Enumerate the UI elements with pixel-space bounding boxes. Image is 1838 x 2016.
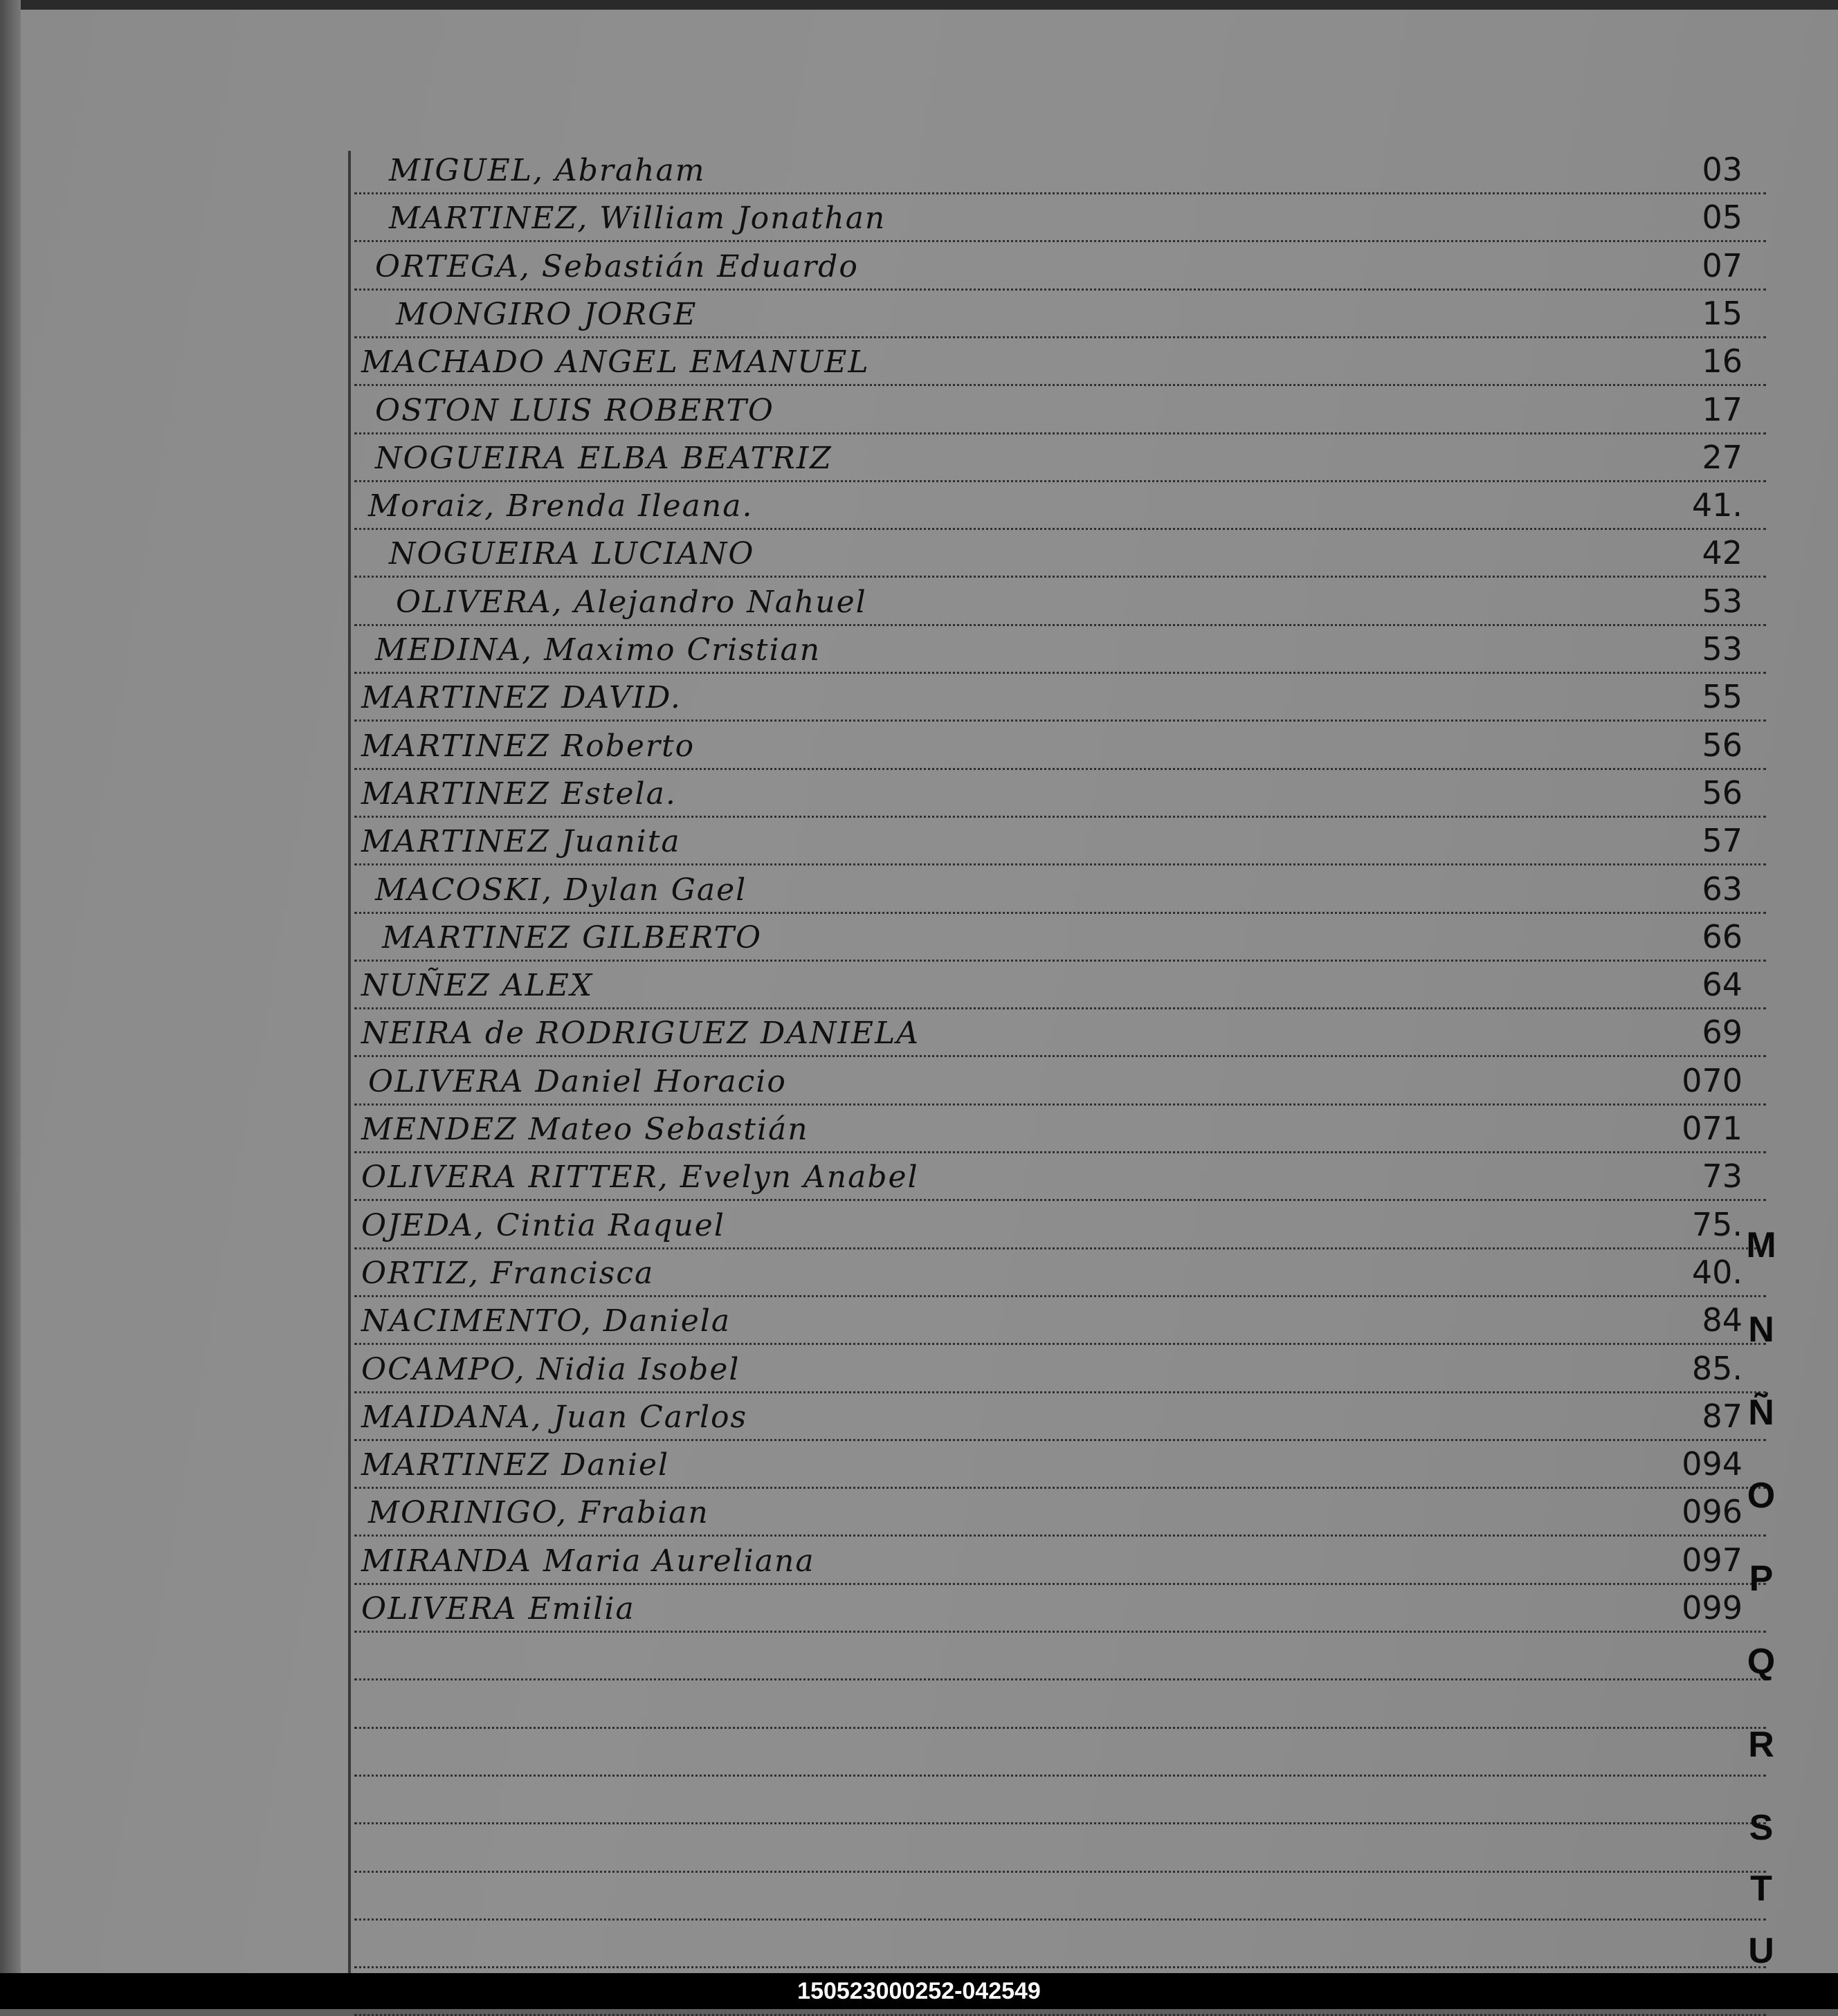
margin-line: [348, 151, 351, 1974]
index-entry: [354, 1438, 1766, 1487]
index-entry: [354, 432, 1766, 480]
index-entry: [354, 863, 1766, 912]
entry-name: OJEDA, Cintia Raquel: [361, 1208, 725, 1243]
index-entry: [354, 1343, 1766, 1391]
entry-page-number: 57: [1702, 822, 1743, 859]
ruled-line: [354, 1775, 1766, 1777]
entry-page-number: 094: [1682, 1445, 1743, 1483]
entry-page-number: 099: [1682, 1589, 1743, 1626]
entry-page-number: 07: [1702, 247, 1743, 284]
entry-name: OSTON LUIS ROBERTO: [375, 393, 774, 428]
index-entry: [354, 1103, 1766, 1151]
ruled-line: [354, 1678, 1766, 1680]
index-tab-letter[interactable]: S: [1749, 1808, 1774, 1848]
index-entry: [354, 1151, 1766, 1199]
entry-name: MACOSKI, Dylan Gael: [375, 872, 747, 908]
entry-name: MARTINEZ Roberto: [361, 728, 695, 764]
index-tab-letter[interactable]: Q: [1747, 1642, 1776, 1682]
index-entry: [354, 479, 1766, 528]
entry-name: NEIRA de RODRIGUEZ DANIELA: [361, 1016, 920, 1051]
ruled-line: [354, 1966, 1766, 1968]
entry-name: MEDINA, Maximo Cristian: [375, 632, 821, 668]
index-entry: [354, 815, 1766, 863]
entry-name: MAIDANA, Juan Carlos: [361, 1400, 748, 1435]
entry-page-number: 05: [1702, 199, 1743, 236]
index-entry: [354, 240, 1766, 288]
entry-page-number: 63: [1702, 870, 1743, 908]
index-tab-letter[interactable]: N: [1748, 1310, 1774, 1350]
index-entry: [354, 623, 1766, 672]
index-tab-letter[interactable]: P: [1749, 1559, 1774, 1599]
index-entry: [354, 1582, 1766, 1631]
entry-name: Moraiz, Brenda Ileana.: [368, 488, 754, 524]
ruled-line: [354, 1871, 1766, 1873]
page-top-edge: [0, 0, 1838, 10]
entry-name: ORTEGA, Sebastián Eduardo: [375, 249, 859, 284]
ruled-line: [354, 1822, 1766, 1824]
index-entry: [354, 1247, 1766, 1295]
entry-name: ORTIZ, Francisca: [361, 1256, 655, 1291]
entry-name: MARTINEZ Estela.: [361, 776, 677, 812]
entry-page-number: 56: [1702, 726, 1743, 764]
entry-page-number: 53: [1702, 630, 1743, 668]
entry-page-number: 53: [1702, 583, 1743, 620]
index-entry: [354, 576, 1766, 624]
index-tab-letter[interactable]: M: [1746, 1225, 1776, 1265]
index-entry: [354, 720, 1766, 768]
entry-page-number: 66: [1702, 918, 1743, 955]
entry-name: MARTINEZ DAVID.: [361, 680, 682, 715]
entry-page-number: 17: [1702, 391, 1743, 428]
entry-page-number: 84: [1702, 1301, 1743, 1339]
page-binding-edge: [0, 0, 21, 1973]
entry-page-number: 64: [1702, 966, 1743, 1003]
entry-page-number: 75.: [1691, 1206, 1743, 1243]
index-entry: [354, 767, 1766, 816]
index-entry: [354, 911, 1766, 960]
index-entry: [354, 671, 1766, 720]
entry-name: MIGUEL, Abraham: [389, 153, 706, 188]
entry-page-number: 87: [1702, 1398, 1743, 1435]
index-entry: [354, 336, 1766, 384]
entry-name: MARTINEZ, William Jonathan: [389, 201, 886, 236]
ruled-line: [354, 1631, 1766, 1633]
index-entry: [354, 1199, 1766, 1247]
index-entry: [354, 1391, 1766, 1439]
entry-page-number: 40.: [1691, 1254, 1743, 1291]
entry-page-number: 69: [1702, 1014, 1743, 1051]
ruled-line: [354, 1727, 1766, 1729]
index-tab-letter[interactable]: T: [1750, 1869, 1772, 1909]
entry-name: MARTINEZ GILBERTO: [382, 920, 763, 955]
entry-name: NOGUEIRA LUCIANO: [389, 536, 755, 571]
ruled-line: [354, 1918, 1766, 1921]
entry-page-number: 27: [1702, 439, 1743, 476]
entry-page-number: 03: [1702, 151, 1743, 188]
index-entry: [354, 144, 1766, 192]
entry-name: MARTINEZ Juanita: [361, 824, 681, 859]
index-entry: [354, 384, 1766, 432]
entry-name: MIRANDA Maria Aureliana: [361, 1543, 815, 1579]
entry-name: NOGUEIRA ELBA BEATRIZ: [375, 441, 832, 476]
entry-name: NUÑEZ ALEX: [361, 968, 594, 1003]
entry-name: OLIVERA Daniel Horacio: [368, 1064, 787, 1099]
entry-name: OCAMPO, Nidia Isobel: [361, 1352, 740, 1387]
index-entry: [354, 1055, 1766, 1103]
entry-name: MARTINEZ Daniel: [361, 1447, 670, 1483]
entry-page-number: 096: [1682, 1493, 1743, 1530]
entry-page-number: 097: [1682, 1541, 1743, 1579]
index-entry: [354, 1486, 1766, 1534]
entry-page-number: 070: [1682, 1062, 1743, 1099]
index-entry: [354, 1534, 1766, 1583]
entry-page-number: 16: [1702, 342, 1743, 380]
index-entry: [354, 527, 1766, 576]
index-entry: [354, 288, 1766, 336]
entry-name: OLIVERA RITTER, Evelyn Anabel: [361, 1160, 919, 1195]
entry-name: OLIVERA Emilia: [361, 1591, 635, 1626]
index-entry: [354, 959, 1766, 1007]
entry-page-number: 73: [1702, 1157, 1743, 1195]
index-tab-letter[interactable]: Ñ: [1748, 1393, 1774, 1433]
entry-page-number: 071: [1682, 1110, 1743, 1147]
entry-page-number: 15: [1702, 295, 1743, 332]
entry-name: MENDEZ Mateo Sebastián: [361, 1112, 809, 1147]
entry-name: MACHADO ANGEL EMANUEL: [361, 345, 870, 380]
index-entry: [354, 192, 1766, 240]
index-tab-letter[interactable]: U: [1748, 1931, 1774, 1971]
entry-name: OLIVERA, Alejandro Nahuel: [396, 585, 867, 620]
entry-name: MORINIGO, Frabian: [368, 1495, 709, 1530]
index-entry: [354, 1007, 1766, 1055]
entry-name: MONGIRO JORGE: [396, 297, 698, 332]
entry-page-number: 55: [1702, 678, 1743, 715]
entry-page-number: 85.: [1691, 1350, 1743, 1387]
index-tab-letter[interactable]: R: [1748, 1725, 1774, 1765]
index-tab-letter[interactable]: O: [1747, 1476, 1776, 1516]
index-entry: [354, 1294, 1766, 1343]
entry-name: NACIMENTO, Daniela: [361, 1303, 731, 1339]
entry-page-number: 42: [1702, 534, 1743, 571]
entry-page-number: 56: [1702, 774, 1743, 812]
document-id-footer: 150523000252-042549: [0, 1973, 1838, 2009]
entry-page-number: 41.: [1691, 486, 1743, 524]
